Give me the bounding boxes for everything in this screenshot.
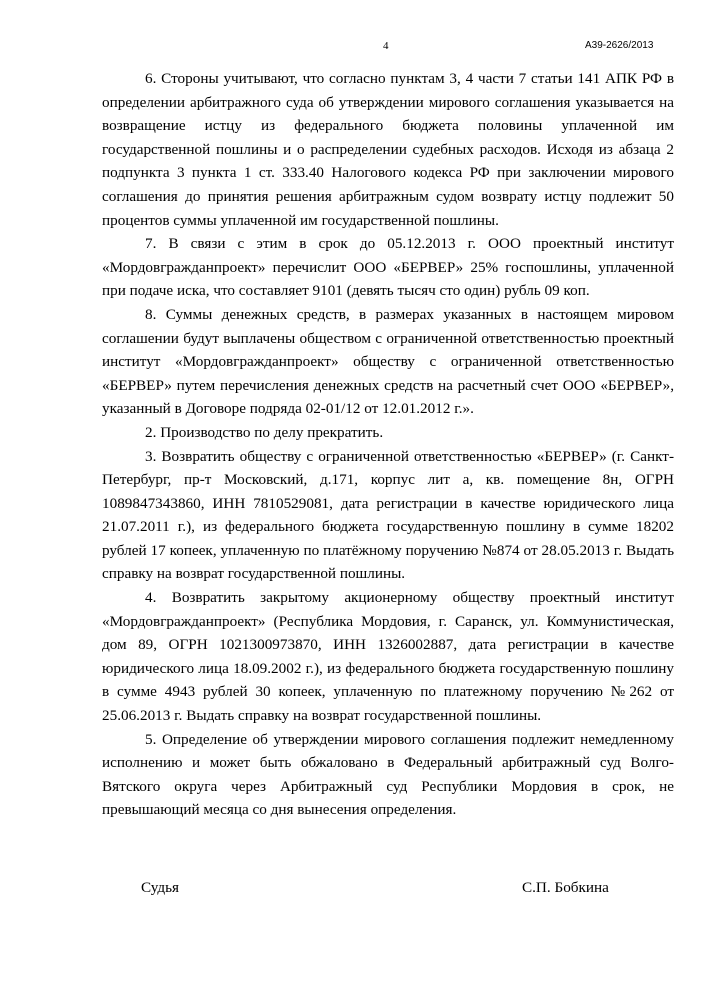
document-body [102,67,674,822]
paragraph-6-state-duty-note: 6. Стороны учитывают, что согласно пунктам 3, 4 части 7 статьи 141 АПК РФ в определении арбитражного суда об утверждении мирового соглашения указывается на возвращение истцу из федерального бюджета половины уплаченной им государственной пошлины и о распределении судебных расходов. Исходя из абзаца 2 подпункта 3 пункта 1 ст. 333.40 Налогового кодекса РФ при заключении мирового соглашения до принятия решения арбитражным судом возврату истцу подлежит 50 процентов суммы уплаченной им государственной пошлины. [102,70,674,229]
paragraph-terminate-proceedings: 2. Производство по делу прекратить. [145,423,384,441]
case-number: А39-2626/2013 [585,40,654,51]
paragraph-refund-mordovgrazhdanproekt: 4. Возвратить закрытому акционерному обществу проектный институт «Мордовгражданпроект» (Республика Мордовия, г. Саранск, ул. Коммунистическая, дом 89, ОГРН 1021300973870, ИНН 1326002887, дата регистрации в качестве юридического лица 18.09.2002 г.), из федерального бюджета государственную пошлину в сумме 4943 рублей 30 копеек, уплаченную по платежному поручению №262 от 25.06.2013 г. Выдать справку на возврат государственной пошлины. [102,589,674,725]
judge-title: Судья [141,879,180,896]
paragraph-8-payment-terms: 8. Суммы денежных средств, в размерах указанных в настоящем мировом соглашении будут выплачены обществом с ограниченной ответственностью проектный институт «Мордовгражданпроект» обществу с ограниченной ответственностью «БЕРВЕР» путем перечисления денежных средств на расчетный счет ООО «БЕРВЕР», указанный в Договоре подряда 02-01/12 от 12.01.2012 г.». [102,305,674,418]
page-number: 4 [383,40,389,52]
paragraph-refund-berver: 3. Возвратить обществу с ограниченной ответственностью «БЕРВЕР» (г. Санкт-Петербург, пр-т Московский, д.171, корпус лит а, кв. помещение 8н, ОГРН 1089847343860, ИНН 7810529081, дата регистрации в качестве юридического лица 21.07.2011 г.), из федерального бюджета государственную пошлину в сумме 18202 рублей 17 копеек, уплаченную по платёжному поручению №874 от 28.05.2013 г. Выдать справку на возврат государственной пошлины. [102,447,674,583]
paragraph-7-duty-transfer: 7. В связи с этим в срок до 05.12.2013 г. ООО проектный институт «Мордовгражданпроект» перечислит ООО «БЕРВЕР» 25% госпошлины, уплаченной при подаче иска, что составляет 9101 (девять тысяч сто один) рубль 09 коп. [102,235,674,300]
paragraph-execution-appeal: 5. Определение об утверждении мирового соглашения подлежит немедленному исполнению и может быть обжаловано в Федеральный арбитражный суд Волго-Вятского округа через Арбитражный суд Республики Мордовия в срок, не превышающий месяца со дня вынесения определения. [102,730,674,819]
judge-name: С.П. Бобкина [522,879,609,896]
